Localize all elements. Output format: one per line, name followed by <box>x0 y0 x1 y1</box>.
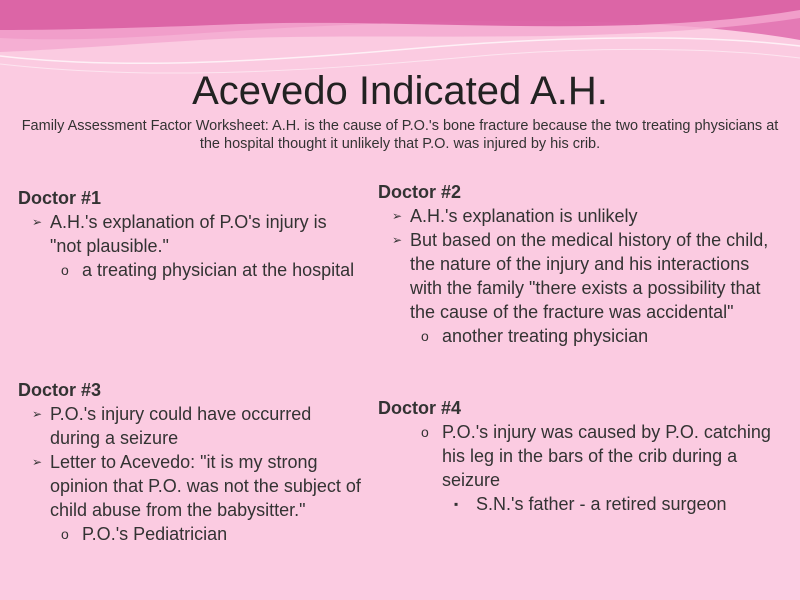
doctor-2-point-2: ➢ But based on the medical history of the child, the nature of the injury and his interactions with the family "there exists a possibility that the cause of the fracture was accidental" <box>392 230 769 322</box>
doctor-3-point-2: ➢ Letter to Acevedo: "it is my strong opinion that P.O. was not the subject of child abuse from the babysitter." <box>32 452 361 520</box>
circle-bullet-icon: o <box>61 262 69 278</box>
square-bullet-icon: ▪ <box>454 497 459 511</box>
wing-bullet-icon: ➢ <box>392 209 403 223</box>
circle-bullet-icon: o <box>421 424 429 440</box>
doctor-3-heading: Doctor #3 <box>18 380 102 400</box>
slide-title: Acevedo Indicated A.H. <box>192 69 608 113</box>
doctor-3-point-2-source: o P.O.'s Pediatrician <box>61 524 228 544</box>
doctor-2-point-2-source: o another treating physician <box>421 326 649 346</box>
doctor-2-point-1: ➢ A.H.'s explanation is unlikely <box>392 206 638 226</box>
doctor-1-section <box>18 186 363 282</box>
wing-bullet-icon: ➢ <box>392 233 403 247</box>
circle-bullet-icon: o <box>61 526 69 542</box>
doctor-2-section <box>378 180 783 348</box>
doctor-1-point-1-source: o a treating physician at the hospital <box>61 260 355 280</box>
doctor-4-point-1: o P.O.'s injury was caused by P.O. catching his leg in the bars of the crib during a seizure <box>421 422 771 490</box>
wing-bullet-icon: ➢ <box>32 407 43 421</box>
wing-bullet-icon: ➢ <box>32 455 43 469</box>
circle-bullet-icon: o <box>421 328 429 344</box>
doctor-1-heading: Doctor #1 <box>18 188 102 208</box>
doctor-4-section <box>378 396 783 516</box>
doctor-1-point-1: ➢ A.H.'s explanation of P.O's injury is "not plausible." <box>32 212 327 256</box>
doctor-2-heading: Doctor #2 <box>378 182 462 202</box>
doctor-3-point-1: ➢ P.O.'s injury could have occurred during a seizure <box>32 404 312 448</box>
doctor-4-point-1-source: ▪ S.N.'s father - a retired surgeon <box>454 494 727 514</box>
wing-bullet-icon: ➢ <box>32 215 43 229</box>
doctor-4-heading: Doctor #4 <box>378 398 462 418</box>
slide-subtitle: Family Assessment Factor Worksheet: A.H. is the cause of P.O.'s bone fracture because the two treating physicians at the hospital thought it unlikely that P.O. was injured by his crib. <box>21 118 779 152</box>
doctor-3-section <box>18 378 363 546</box>
